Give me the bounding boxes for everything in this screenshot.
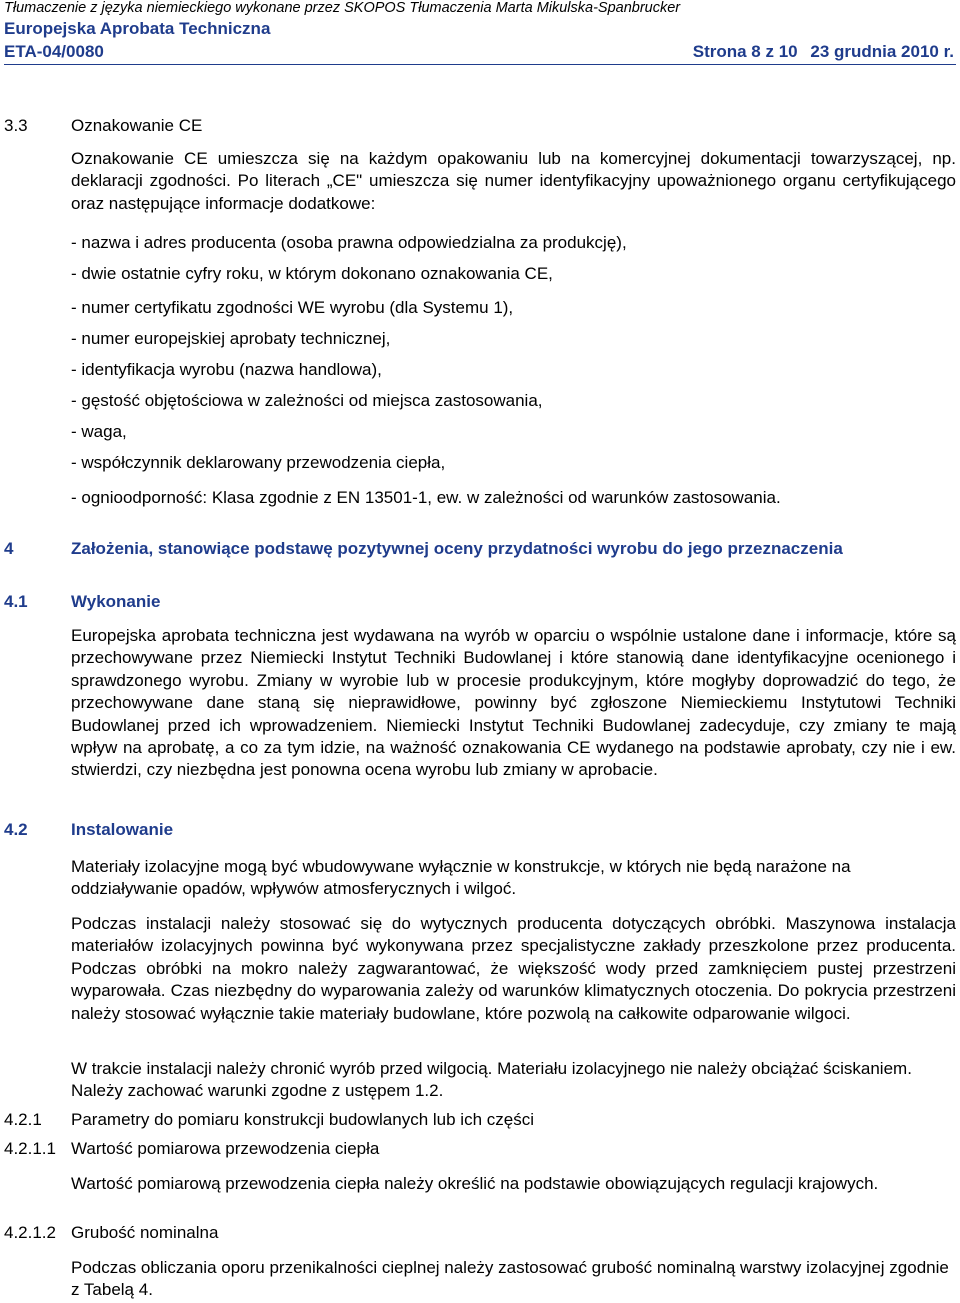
section-4-2-paragraph-3: W trakcie instalacji należy chronić wyrób przed wilgocią. Materiału izolacyjnego nie należy obciążać ściskaniem. Należy zachować warunki zgodne z ustępem 1.2.	[71, 1059, 912, 1101]
section-number: 4.2.1	[4, 1110, 42, 1129]
section-number: 4	[4, 539, 14, 558]
section-title: Grubość nominalna	[71, 1223, 219, 1242]
document-title: Europejska Aprobata Techniczna	[4, 19, 271, 38]
section-4-1-paragraph: Europejska aprobata techniczna jest wydawana na wyrób w oparciu o wspólnie ustalone dane i informacje, które są przechowywane przez Niemiecki Instytut Techniki Budowlanej i które stanowią dane identyfikacyjne ocenionego i sprawdzonego wyrobu. Zmiany w wyrobie lub w procesie produkcyjnym, które mogłyby doprowadzić do tego, że przechowywane dane staną się nieprawidłowe, powinny być zgłoszone Niemieckiemu Instytutowi Techniki Budowlanej przed ich wprowadzeniem. Niemiecki Instytut Techniki Budowlanej zadecyduje, czy zmiany te mają wpływ na aprobatę, a co za tym idzie, na ważność oznakowania CE wydanego na podstawie aprobaty, czy nie i ew. stwierdzi, czy niezbędna jest ponowna ocena wyrobu lub zmiany w aprobacie.	[71, 626, 956, 780]
translation-note: Tłumaczenie z języka niemieckiego wykonane przez SKOPOS Tłumaczenia Marta Mikulska-Spanbrucker	[4, 0, 681, 16]
section-4-2-paragraph-1: Materiały izolacyjne mogą być wbudowywane wyłącznie w konstrukcje, w których nie będą narażone na oddziaływanie opadów, wpływów atmosferycznych i wilgoć.	[71, 857, 851, 899]
section-heading-4	[4, 539, 954, 561]
list-item: - gęstość objętościowa w zależności od miejsca zastosowania,	[71, 391, 543, 410]
section-number: 4.1	[4, 592, 28, 611]
list-item: - waga,	[71, 422, 127, 441]
section-title: Parametry do pomiaru konstrukcji budowlanych lub ich części	[71, 1110, 534, 1129]
section-heading-4-2-1-1	[4, 1139, 704, 1161]
section-heading-3-3	[4, 116, 404, 138]
section-4-2-paragraph-2: Podczas instalacji należy stosować się do wytycznych producenta dotyczących obróbki. Maszynowa instalacja materiałów izolacyjnych powinna być wykonywana przez specjalistyczne zakłady przeszkolone przez producenta. Podczas obróbki na mokro należy zagwarantować, że większość wody przed zamknięciem pustej przestrzeni wyparowała. Czas niezbędny do wyparowania zależy od warunków klimatycznych otoczenia. Do pokrycia przestrzeni należy stosować wyłącznie takie materiały budowlane, które pozwolą na całkowite odparowanie wilgoci.	[71, 914, 956, 1023]
section-4-2-1-2-paragraph: Podczas obliczania oporu przenikalności cieplnej należy zastosować grubość nominalną warstwy izolacyjnej zgodnie z Tabelą 4.	[71, 1258, 949, 1300]
section-title: Oznakowanie CE	[71, 116, 203, 135]
section-title: Instalowanie	[71, 820, 174, 839]
section-4-2-1-1-paragraph: Wartość pomiarową przewodzenia ciepła należy określić na podstawie obowiązujących regulacji krajowych.	[71, 1174, 879, 1193]
section-title: Założenia, stanowiące podstawę pozytywnej oceny przydatności wyrobu do jego przeznaczenia	[71, 539, 843, 558]
section-title: Wartość pomiarowa przewodzenia ciepła	[71, 1139, 380, 1158]
section-number: 4.2	[4, 820, 28, 839]
section-number: 4.2.1.2	[4, 1223, 56, 1242]
document-code: ETA-04/0080	[4, 42, 104, 61]
document-date: 23 grudnia 2010 r.	[810, 42, 954, 61]
list-item: - numer certyfikatu zgodności WE wyrobu (dla Systemu 1),	[71, 298, 514, 317]
list-item: - dwie ostatnie cyfry roku, w którym dokonano oznakowania CE,	[71, 264, 553, 283]
list-item: - numer europejskiej aprobaty technicznej,	[71, 329, 391, 348]
section-number: 3.3	[4, 116, 28, 135]
section-heading-4-1	[4, 592, 404, 614]
section-number: 4.2.1.1	[4, 1139, 56, 1158]
section-heading-4-2-1	[4, 1110, 704, 1132]
list-item: - identyfikacja wyrobu (nazwa handlowa),	[71, 360, 382, 379]
section-heading-4-2	[4, 820, 404, 842]
section-heading-4-2-1-2	[4, 1223, 704, 1245]
section-3-3-paragraph: Oznakowanie CE umieszcza się na każdym opakowaniu lub na komercyjnej dokumentacji towarzyszącej, np. deklaracji zgodności. Po literach „CE" umieszcza się numer identyfikacyjny upoważnionego organu certyfikującego oraz następujące informacje dodatkowe:	[71, 149, 956, 213]
list-item: - nazwa i adres producenta (osoba prawna odpowiedzialna za produkcję),	[71, 233, 627, 252]
page-info-group	[693, 42, 954, 62]
list-item: - współczynnik deklarowany przewodzenia ciepła,	[71, 453, 446, 472]
section-title: Wykonanie	[71, 592, 161, 611]
page-number: Strona 8 z 10	[692, 42, 798, 61]
header-divider	[4, 64, 956, 65]
list-item: - ognioodporność: Klasa zgodnie z EN 13501-1, ew. w zależności od warunków zastosowania.	[71, 488, 781, 507]
